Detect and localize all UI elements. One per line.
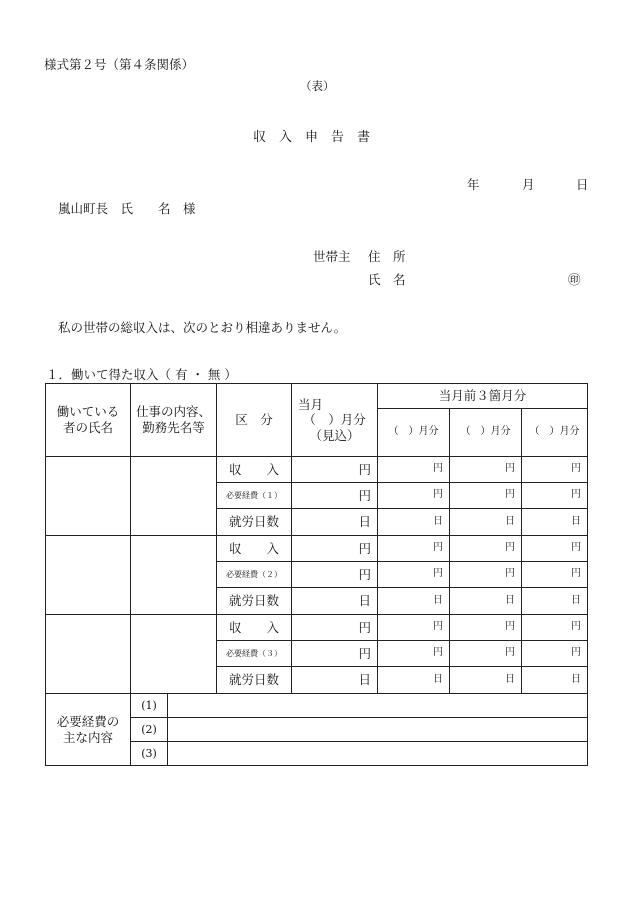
name-label: 氏 名 — [368, 272, 406, 287]
unit-cell[interactable]: 日 — [522, 588, 588, 615]
expense-item-field[interactable] — [168, 694, 588, 718]
worker-name-cell[interactable] — [46, 536, 131, 615]
seal-mark: ㊞ — [568, 272, 581, 287]
unit-cell[interactable]: 円 — [522, 536, 588, 562]
unit-cell[interactable]: 円 — [378, 483, 450, 509]
row-label: 収 入 — [217, 615, 292, 641]
unit-cell[interactable]: 日 — [450, 667, 522, 694]
unit-cell[interactable]: 円 — [450, 562, 522, 588]
income-table — [45, 383, 588, 766]
unit-cell[interactable]: 日 — [292, 588, 378, 615]
date-year: 年 — [467, 177, 480, 192]
unit-cell[interactable]: 円 — [292, 483, 378, 509]
header-month-col: （ ）月分 — [522, 409, 588, 457]
header-prev-three-months: 当月前３箇月分 — [378, 384, 588, 409]
header-worker-name: 働いている 者の氏名 — [46, 384, 131, 457]
unit-cell[interactable]: 円 — [292, 536, 378, 562]
row-label: 就労日数 — [217, 588, 292, 615]
unit-cell[interactable]: 円 — [378, 562, 450, 588]
unit-cell[interactable]: 日 — [378, 667, 450, 694]
row-label: 必要経費（３） — [217, 641, 292, 667]
unit-cell[interactable]: 円 — [522, 457, 588, 483]
row-label: 就労日数 — [217, 667, 292, 694]
unit-cell[interactable]: 日 — [292, 509, 378, 536]
page-title: 収 入 申 告 書 — [253, 130, 371, 145]
unit-cell[interactable]: 円 — [522, 615, 588, 641]
unit-cell[interactable]: 円 — [450, 615, 522, 641]
unit-cell[interactable]: 円 — [378, 615, 450, 641]
job-cell[interactable] — [131, 536, 217, 615]
address-label: 住 所 — [368, 249, 406, 264]
job-cell[interactable] — [131, 457, 217, 536]
unit-cell[interactable]: 円 — [292, 615, 378, 641]
worker-name-cell[interactable] — [46, 615, 131, 694]
expense-item-number: (3) — [131, 742, 168, 766]
expense-item-number: (2) — [131, 718, 168, 742]
unit-cell[interactable]: 日 — [450, 588, 522, 615]
job-cell[interactable] — [131, 615, 217, 694]
header-month-col: （ ）月分 — [450, 409, 522, 457]
date-day: 日 — [576, 177, 589, 192]
row-label: 必要経費（１） — [217, 483, 292, 509]
unit-cell[interactable]: 日 — [378, 588, 450, 615]
expense-item-number: (1) — [131, 694, 168, 718]
section-1-title: １．働いて得た収入（ 有 ・ 無 ） — [46, 367, 237, 382]
unit-cell[interactable]: 円 — [450, 641, 522, 667]
date-month: 月 — [522, 177, 535, 192]
row-label: 収 入 — [217, 536, 292, 562]
unit-cell[interactable]: 日 — [378, 509, 450, 536]
unit-cell[interactable]: 日 — [522, 509, 588, 536]
row-label: 必要経費（２） — [217, 562, 292, 588]
row-label: 収 入 — [217, 457, 292, 483]
worker-name-cell[interactable] — [46, 457, 131, 536]
header-job: 仕事の内容、 勤務先名等 — [131, 384, 217, 457]
unit-cell[interactable]: 円 — [522, 562, 588, 588]
unit-cell[interactable]: 円 — [522, 641, 588, 667]
expense-label: 必要経費の 主な内容 — [46, 694, 131, 766]
addressee: 嵐山町長 氏 名 様 — [58, 201, 196, 216]
row-label: 就労日数 — [217, 509, 292, 536]
declaration-text: 私の世帯の総収入は、次のとおり相違ありません。 — [58, 320, 347, 335]
unit-cell[interactable]: 円 — [450, 536, 522, 562]
unit-cell[interactable]: 円 — [378, 457, 450, 483]
unit-cell[interactable]: 日 — [522, 667, 588, 694]
unit-cell[interactable]: 円 — [378, 641, 450, 667]
unit-cell[interactable]: 円 — [450, 457, 522, 483]
header-current-month: 当月 （ ）月分 （見込） — [292, 384, 378, 457]
unit-cell[interactable]: 日 — [450, 509, 522, 536]
unit-cell[interactable]: 日 — [292, 667, 378, 694]
unit-cell[interactable]: 円 — [292, 641, 378, 667]
unit-cell[interactable]: 円 — [292, 457, 378, 483]
unit-cell[interactable]: 円 — [378, 536, 450, 562]
side-label: （表） — [300, 79, 335, 93]
unit-cell[interactable]: 円 — [522, 483, 588, 509]
unit-cell[interactable]: 円 — [292, 562, 378, 588]
expense-item-field[interactable] — [168, 718, 588, 742]
household-head-label: 世帯主 — [313, 249, 351, 264]
form-number: 様式第２号（第４条関係） — [44, 57, 195, 72]
expense-item-field[interactable] — [168, 742, 588, 766]
unit-cell[interactable]: 円 — [450, 483, 522, 509]
header-category: 区 分 — [217, 384, 292, 457]
header-month-col: （ ）月分 — [378, 409, 450, 457]
